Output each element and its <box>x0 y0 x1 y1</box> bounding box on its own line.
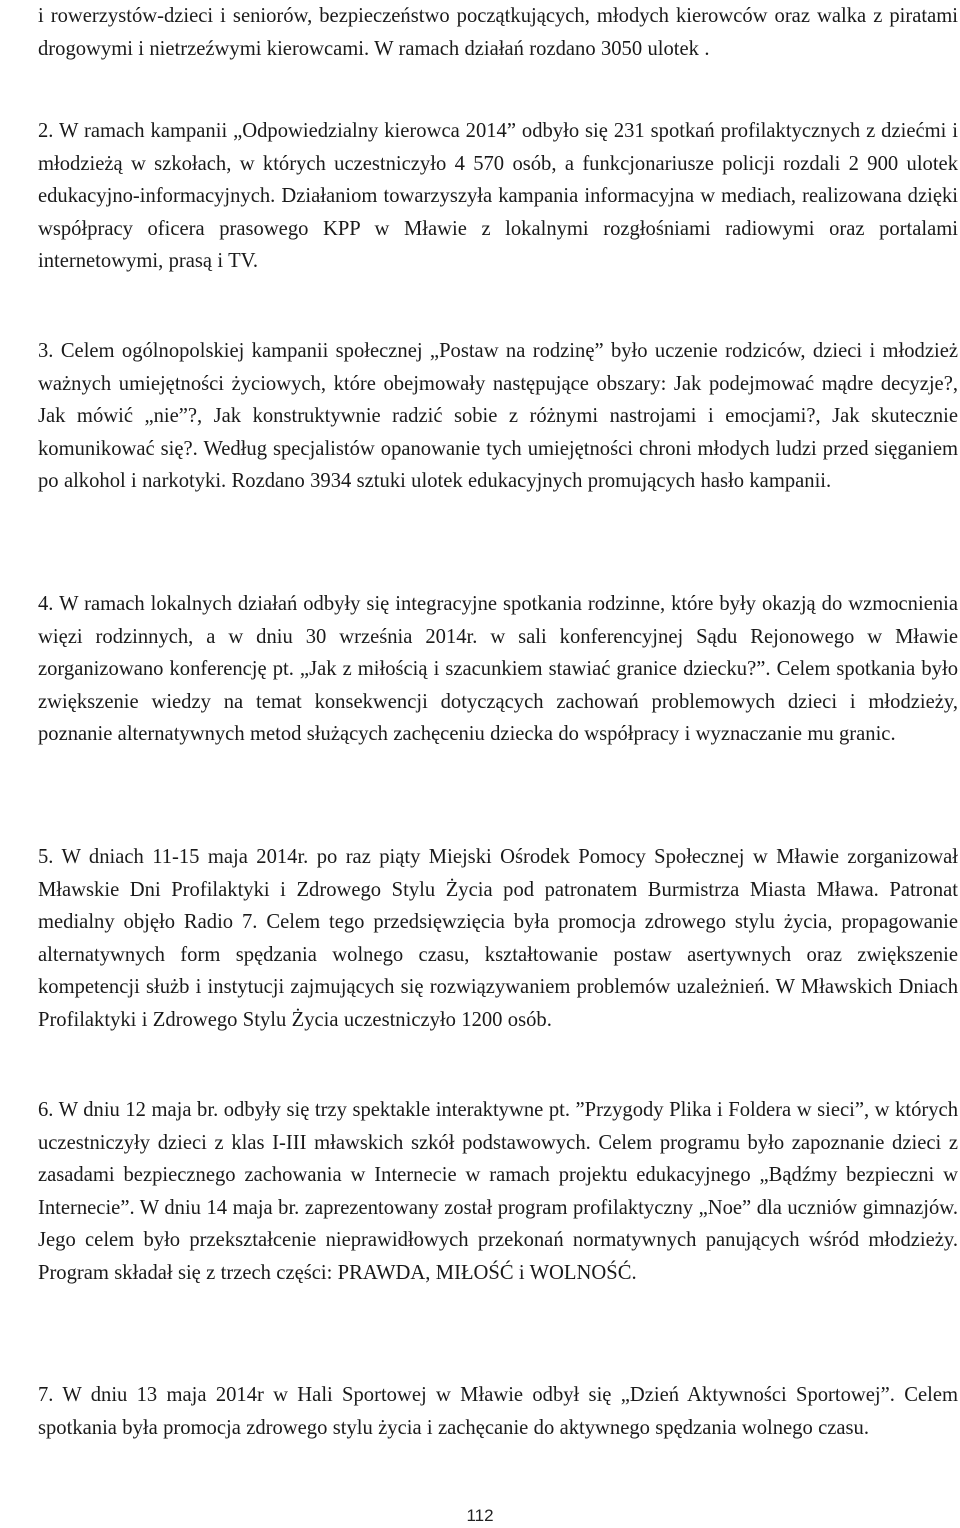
list-number: 3. <box>38 340 54 362</box>
paragraph-text: W ramach kampanii „Odpowiedzialny kierowca 2014” odbyło się 231 spotkań profilaktycznych z dziećmi i młodzieżą w szkołach, w których uczestniczyło 4 570 osób, a funkcjonariusze policji rozdali 2 900 ulotek edukacyjno-informacyjnych. Działaniom towarzyszyła kampania informacyjna w mediach, realizowana dzięki współpracy oficera prasowego KPP w Mławie z lokalnymi rozgłośniami radiowymi oraz portalami internetowymi, prasą i TV. <box>38 120 958 273</box>
list-item-7 <box>38 1379 958 1444</box>
list-number: 7. <box>38 1384 54 1406</box>
paragraph-text: W dniach 11-15 maja 2014r. po raz piąty Miejski Ośrodek Pomocy Społecznej w Mławie zorganizował Mławskie Dni Profilaktyki i Zdrowego Stylu Życia pod patronatem Burmistrza Miasta Mława. Patronat medialny objęło Radio 7. Celem tego przedsięwzięcia była promocja zdrowego stylu życia, propagowanie alternatywnych form spędzania wolnego czasu, kształtowanie postaw asertywnych oraz zwiększenie kompetencji służb i instytucji zajmujących się rozwiązywaniem problemów uzależnień. W Mławskich Dniach Profilaktyki i Zdrowego Stylu Życia uczestniczyło 1200 osób. <box>38 846 958 1031</box>
list-item-5 <box>38 841 958 1037</box>
paragraph-text: W dniu 12 maja br. odbyły się trzy spektakle interaktywne pt. ”Przygody Plika i Foldera w sieci”, w których uczestniczyły dzieci z klas I-III mławskich szkół podstawowych. Celem programu było zapoznanie dzieci z zasadami bezpiecznego zachowania w Internecie w ramach projektu edukacyjnego „Bądźmy bezpieczni w Internecie”. W dniu 14 maja br. zaprezentowany został program profilaktyczny „Noe” dla uczniów gimnazjów. Jego celem było przekształcenie nieprawidłowych przekonań normatywnych panujących wśród młodzieży. Program składał się z trzech części: PRAWDA, MIŁOŚĆ i WOLNOŚĆ. <box>38 1099 958 1284</box>
list-number: 5. <box>38 846 54 868</box>
paragraph-text: W ramach lokalnych działań odbyły się integracyjne spotkania rodzinne, które były okazją do wzmocnienia więzi rodzinnych, a w dniu 30 września 2014r. w sali konferencyjnej Sądu Rejonowego w Mławie zorganizowano konferencję pt. „Jak z miłością i szacunkiem stawiać granice dziecku?”. Celem spotkania było zwiększenie wiedzy na temat konsekwencji dotyczących zachowań problemowych dzieci i młodzieży, poznanie alternatywnych metod służących zachęceniu dziecka do współpracy i wyznaczanie mu granic. <box>38 593 958 746</box>
page-number: 112 <box>466 1506 494 1525</box>
list-number: 4. <box>38 593 54 615</box>
paragraph-text: i rowerzystów-dzieci i seniorów, bezpieczeństwo początkujących, młodych kierowców oraz walka z piratami drogowymi i nietrzeźwymi kierowcami. W ramach działań rozdano 3050 ulotek . <box>38 5 958 60</box>
list-item-3 <box>38 335 958 498</box>
paragraph-text: Celem ogólnopolskiej kampanii społecznej „Postaw na rodzinę” było uczenie rodziców, dzieci i młodzież ważnych umiejętności życiowych, które obejmowały następujące obszary: Jak podejmować mądre decyzje?, Jak mówić „nie”?, Jak konstruktywnie radzić sobie z różnymi nastrojami i emocjami?, Jak skutecznie komunikować się?. Według specjalistów opanowanie tych umiejętności chroni młodych ludzi przed sięganiem po alkohol i narkotyki. Rozdano 3934 sztuki ulotek edukacyjnych promujących hasło kampanii. <box>38 340 958 493</box>
paragraph-continuation <box>38 0 958 65</box>
list-number: 6. <box>38 1099 54 1121</box>
list-item-2 <box>38 115 958 278</box>
list-item-6 <box>38 1094 958 1290</box>
list-number: 2. <box>38 120 54 142</box>
paragraph-text: W dniu 13 maja 2014r w Hali Sportowej w Mławie odbył się „Dzień Aktywności Sportowej”. Celem spotkania była promocja zdrowego stylu życia i zachęcanie do aktywnego spędzania wolnego czasu. <box>38 1384 958 1439</box>
list-item-4 <box>38 588 958 751</box>
